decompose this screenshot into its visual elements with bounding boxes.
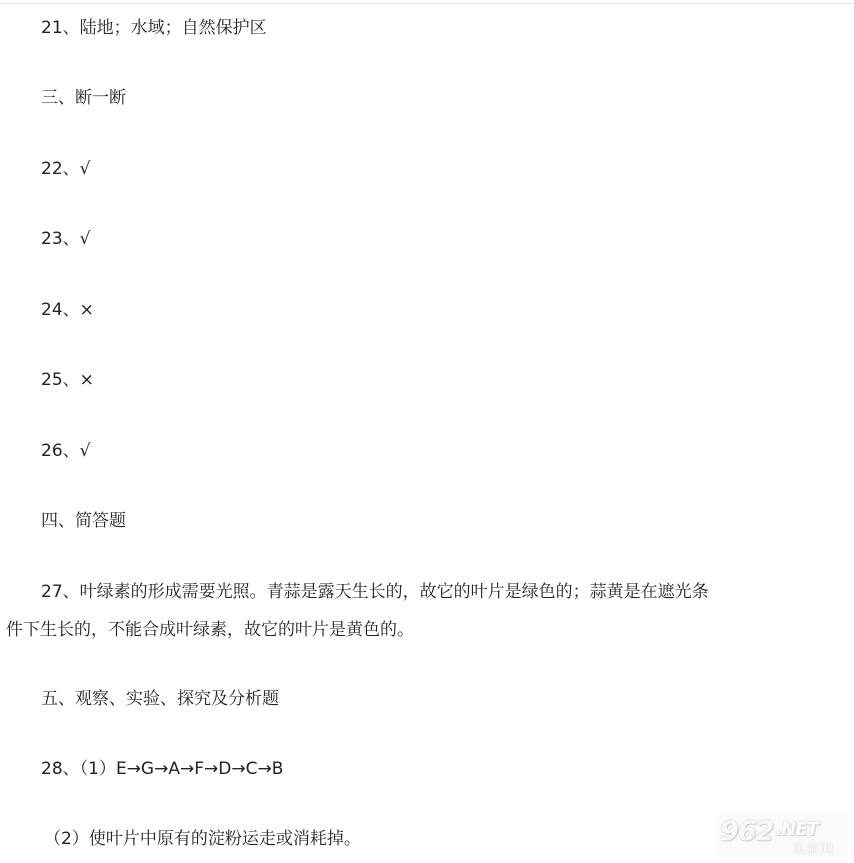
- top-divider: [0, 0, 854, 4]
- answer-26: 26、√: [41, 441, 91, 461]
- answer-23: 23、√: [41, 229, 91, 249]
- answer-24: 24、×: [41, 300, 94, 320]
- answer-27-line-2: 件下生长的，不能合成叶绿素，故它的叶片是黄色的。: [6, 620, 414, 640]
- watermark-site-name: 乐游网: [792, 843, 835, 858]
- watermark-number: 962: [720, 816, 774, 847]
- watermark-domain: .NET: [775, 819, 818, 840]
- answer-28-part-2: （2）使叶片中原有的淀粉运走或消耗掉。: [44, 829, 361, 849]
- section-heading-4: 四、简答题: [41, 511, 126, 531]
- answer-25: 25、×: [41, 370, 94, 390]
- section-heading-5: 五、观察、实验、探究及分析题: [41, 689, 279, 709]
- answer-28-part-1: 28、（1）E→G→A→F→D→C→B: [41, 759, 284, 779]
- section-heading-3: 三、断一断: [41, 88, 126, 108]
- answer-21: 21、陆地；水域；自然保护区: [41, 18, 267, 38]
- site-watermark-logo: [716, 815, 848, 857]
- answer-27-line-1: 27、叶绿素的形成需要光照。青蒜是露天生长的，故它的叶片是绿色的；蒜黄是在遮光条: [41, 582, 709, 602]
- answer-22: 22、√: [41, 159, 91, 179]
